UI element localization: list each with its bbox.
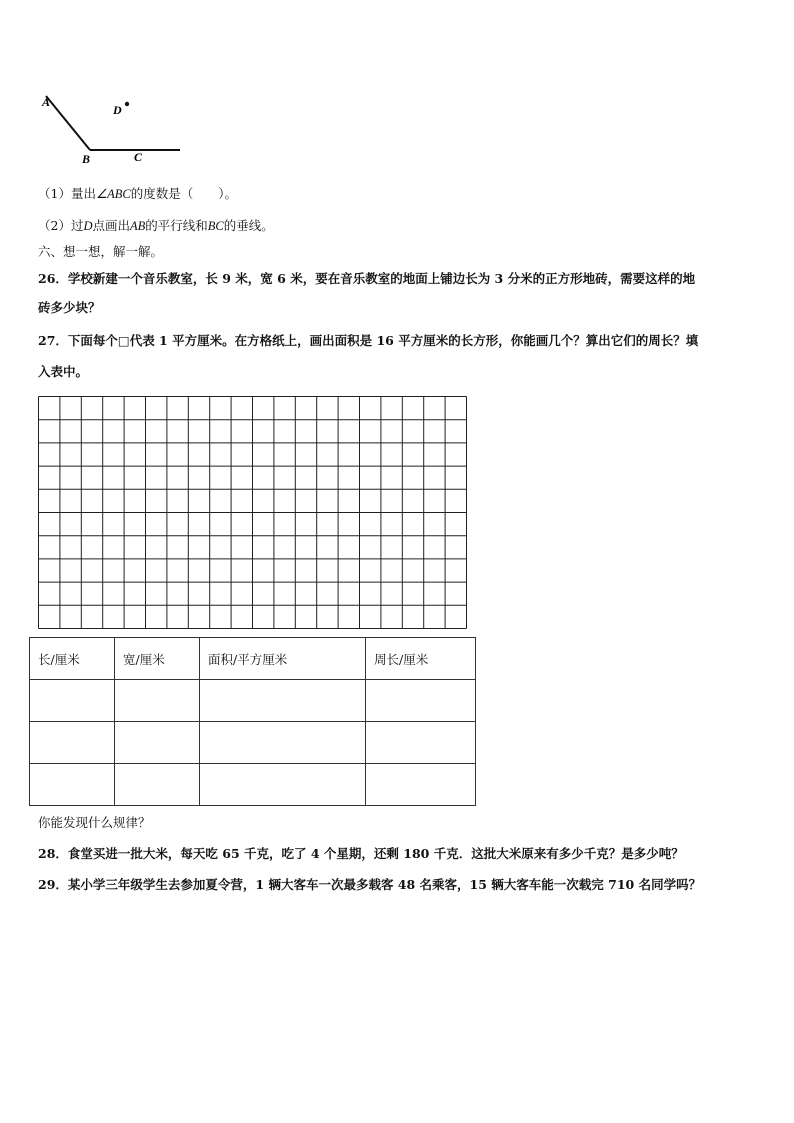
header-perimeter: 周长/厘米	[366, 638, 476, 680]
q25-segment-ab: AB	[130, 219, 146, 233]
answer-table-header	[30, 638, 476, 680]
q25-part1-suffix: 的度数是（ ）。	[130, 186, 238, 201]
q26-line1: 26．学校新建一个音乐教室，长 9 米，宽 6 米，要在音乐教室的地面上铺边长为 3 分米的正方形地砖，需要这样的地	[38, 271, 696, 286]
q27-line1: 27．下面每个□代表 1 平方厘米。在方格纸上，画出面积是 16 平方厘米的长方形，你能画几个？算出它们的周长？填	[38, 333, 699, 348]
square-grid	[38, 396, 470, 629]
header-area: 面积/平方厘米	[200, 638, 366, 680]
answer-cell[interactable]	[30, 764, 115, 806]
q25-part2-mid1: 点画出	[92, 218, 130, 233]
header-width: 宽/厘米	[115, 638, 200, 680]
answer-cell[interactable]	[200, 764, 366, 806]
table-row	[30, 680, 476, 722]
answer-cell[interactable]	[115, 764, 200, 806]
q25-segment-bc: BC	[207, 219, 224, 233]
q25-point-d: D	[83, 219, 93, 233]
angle-figure	[38, 88, 198, 168]
label-c: C	[134, 150, 143, 164]
q28-text: 28．食堂买进一批大米，每天吃 65 千克，吃了 4 个星期，还剩 180 千克．这批大米原来有多少千克？是多少吨？	[38, 846, 684, 861]
q27-line2: 入表中。	[38, 364, 89, 379]
label-d: D	[113, 103, 122, 117]
answer-cell[interactable]	[115, 680, 200, 722]
q25-part2-prefix: （2）过	[38, 218, 84, 233]
ray-ba	[46, 96, 90, 150]
table-row	[30, 722, 476, 764]
answer-cell[interactable]	[200, 680, 366, 722]
q25-part1	[38, 186, 237, 202]
answer-table	[29, 637, 476, 806]
q25-part2-suffix: 的垂线。	[223, 218, 274, 233]
header-length: 长/厘米	[30, 638, 115, 680]
answer-cell[interactable]	[200, 722, 366, 764]
q25-part2	[38, 218, 274, 234]
q25-angle-symbol: ∠ABC	[95, 187, 131, 201]
q26-line2: 砖多少块？	[38, 300, 101, 315]
q29-text: 29．某小学三年级学生去参加夏令营，1 辆大客车一次最多载客 48 名乘客，15 辆大客车能一次载完 710 名同学吗？	[38, 877, 702, 892]
answer-cell[interactable]	[115, 722, 200, 764]
q25-part1-prefix: （1）量出	[38, 186, 96, 201]
q27-followup: 你能发现什么规律？	[38, 815, 151, 830]
point-d	[125, 102, 129, 106]
answer-cell[interactable]	[366, 722, 476, 764]
answer-cell[interactable]	[30, 680, 115, 722]
answer-cell[interactable]	[366, 764, 476, 806]
q25-part2-mid2: 的平行线和	[145, 218, 208, 233]
label-a: A	[42, 95, 51, 109]
label-b: B	[82, 152, 91, 166]
table-row	[30, 764, 476, 806]
section-six-title: 六、想一想，解一解。	[38, 244, 164, 259]
answer-cell[interactable]	[366, 680, 476, 722]
answer-cell[interactable]	[30, 722, 115, 764]
